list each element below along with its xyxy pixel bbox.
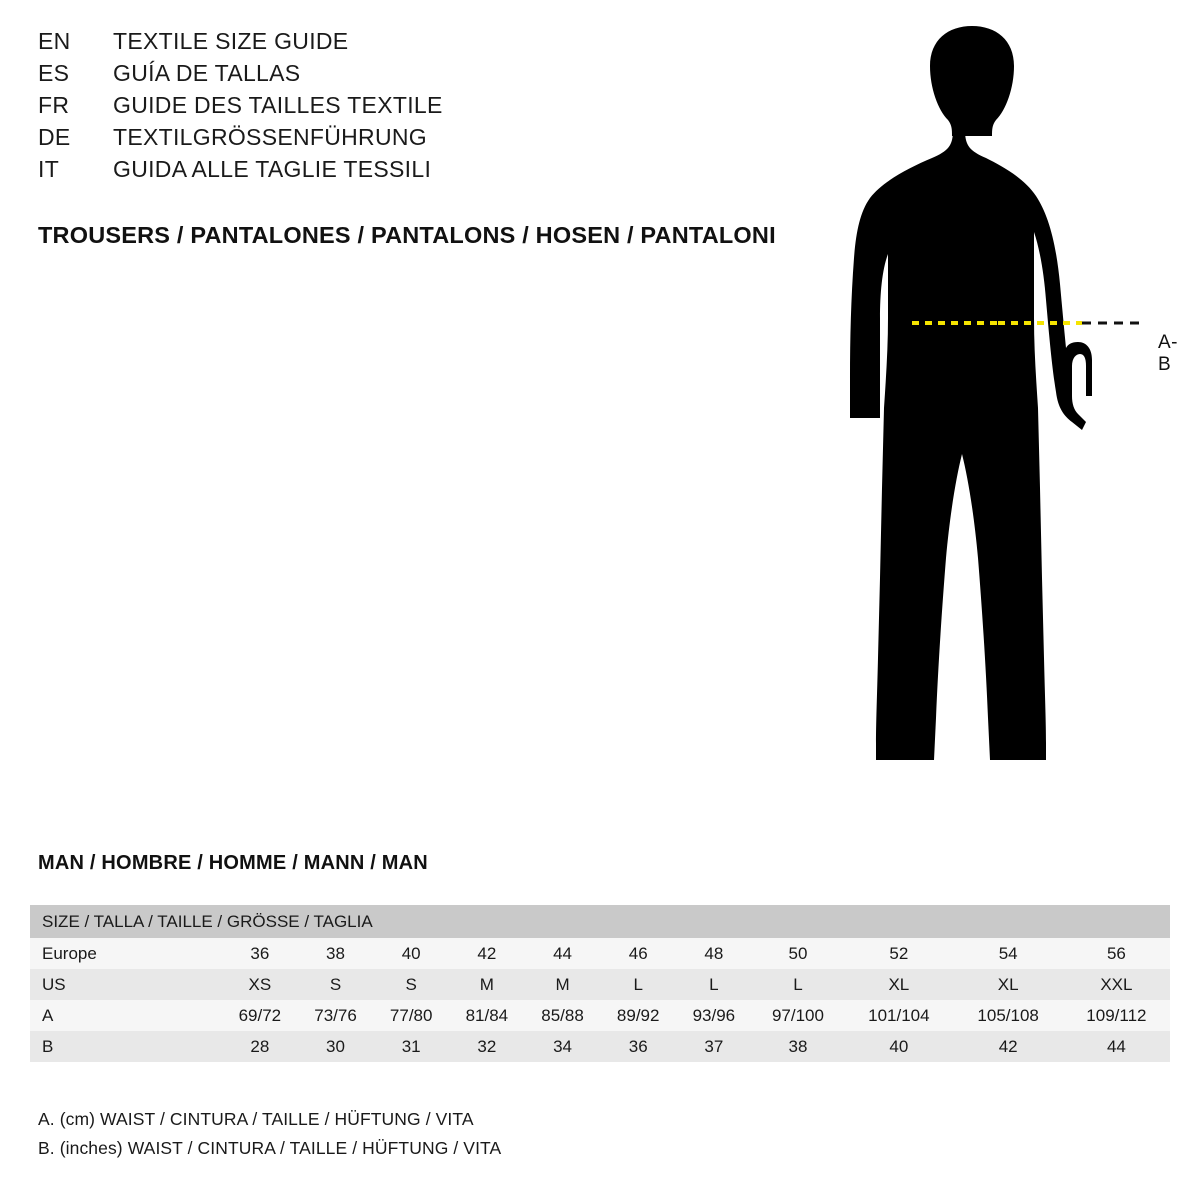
table-cell: M xyxy=(525,969,601,1000)
language-text: TEXTILGRÖSSENFÜHRUNG xyxy=(113,124,427,150)
table-cell: 69/72 xyxy=(222,1000,298,1031)
measurement-label-ab: A-B xyxy=(1158,332,1178,375)
table-cell: 42 xyxy=(954,1031,1063,1062)
language-row xyxy=(38,60,798,92)
table-cell: XL xyxy=(844,969,953,1000)
size-table xyxy=(30,905,1170,1062)
row-label: A xyxy=(30,1000,222,1031)
table-row xyxy=(30,938,1170,969)
table-cell: 85/88 xyxy=(525,1000,601,1031)
table-cell: 52 xyxy=(844,938,953,969)
table-cell: 38 xyxy=(298,938,374,969)
table-cell: M xyxy=(449,969,525,1000)
language-text: GUIDA ALLE TAGLIE TESSILI xyxy=(113,156,432,182)
table-cell: 40 xyxy=(844,1031,953,1062)
footnote-b: B. (inches) WAIST / CINTURA / TAILLE / HÜFTUNG / VITA xyxy=(38,1138,502,1158)
table-cell: 34 xyxy=(525,1031,601,1062)
table-cell: S xyxy=(298,969,374,1000)
figure-illustration xyxy=(820,18,1190,798)
table-cell: 54 xyxy=(954,938,1063,969)
row-label: Europe xyxy=(30,938,222,969)
language-code: EN xyxy=(38,28,71,54)
language-code: ES xyxy=(38,60,70,86)
language-code: DE xyxy=(38,124,71,150)
table-cell: 73/76 xyxy=(298,1000,374,1031)
footnote-list xyxy=(38,1105,938,1163)
table-header-row xyxy=(30,905,1170,938)
table-cell: 40 xyxy=(373,938,449,969)
table-cell: XXL xyxy=(1063,969,1170,1000)
table-row xyxy=(30,1000,1170,1031)
table-cell: 36 xyxy=(600,1031,676,1062)
table-cell: 30 xyxy=(298,1031,374,1062)
table-cell: L xyxy=(600,969,676,1000)
footnote-a: A. (cm) WAIST / CINTURA / TAILLE / HÜFTUNG / VITA xyxy=(38,1109,474,1129)
table-section-title: MAN / HOMBRE / HOMME / MANN / MAN xyxy=(38,852,428,874)
table-cell: 77/80 xyxy=(373,1000,449,1031)
garment-title: TROUSERS / PANTALONES / PANTALONS / HOSEN / PANTALONI xyxy=(38,222,776,248)
table-cell: 31 xyxy=(373,1031,449,1062)
row-label: US xyxy=(30,969,222,1000)
table-cell: 48 xyxy=(676,938,752,969)
table-cell: 36 xyxy=(222,938,298,969)
table-header-label: SIZE / TALLA / TAILLE / GRÖSSE / TAGLIA xyxy=(30,905,1170,938)
table-cell: L xyxy=(676,969,752,1000)
language-text: GUIDE DES TAILLES TEXTILE xyxy=(113,92,443,118)
table-cell: 44 xyxy=(525,938,601,969)
table-cell: L xyxy=(752,969,844,1000)
man-silhouette-icon xyxy=(820,18,1190,798)
table-cell: XS xyxy=(222,969,298,1000)
language-code: IT xyxy=(38,156,60,182)
table-cell: 46 xyxy=(600,938,676,969)
table-cell: 37 xyxy=(676,1031,752,1062)
table-cell: 38 xyxy=(752,1031,844,1062)
row-label: B xyxy=(30,1031,222,1062)
language-code: FR xyxy=(38,92,70,118)
table-cell: 44 xyxy=(1063,1031,1170,1062)
language-list xyxy=(38,28,798,188)
table-cell: 109/112 xyxy=(1063,1000,1170,1031)
language-text: TEXTILE SIZE GUIDE xyxy=(113,28,349,54)
language-row xyxy=(38,156,798,188)
table-cell: 50 xyxy=(752,938,844,969)
table-cell: 105/108 xyxy=(954,1000,1063,1031)
table-cell: 81/84 xyxy=(449,1000,525,1031)
table-cell: 32 xyxy=(449,1031,525,1062)
table-cell: 93/96 xyxy=(676,1000,752,1031)
language-text: GUÍA DE TALLAS xyxy=(113,60,301,86)
language-row xyxy=(38,28,798,60)
table-cell: S xyxy=(373,969,449,1000)
language-row xyxy=(38,124,798,156)
language-row xyxy=(38,92,798,124)
table-cell: 97/100 xyxy=(752,1000,844,1031)
table-cell: 42 xyxy=(449,938,525,969)
table-row xyxy=(30,969,1170,1000)
table-cell: XL xyxy=(954,969,1063,1000)
table-cell: 28 xyxy=(222,1031,298,1062)
table-cell: 89/92 xyxy=(600,1000,676,1031)
table-row xyxy=(30,1031,1170,1062)
table-cell: 56 xyxy=(1063,938,1170,969)
table-cell: 101/104 xyxy=(844,1000,953,1031)
